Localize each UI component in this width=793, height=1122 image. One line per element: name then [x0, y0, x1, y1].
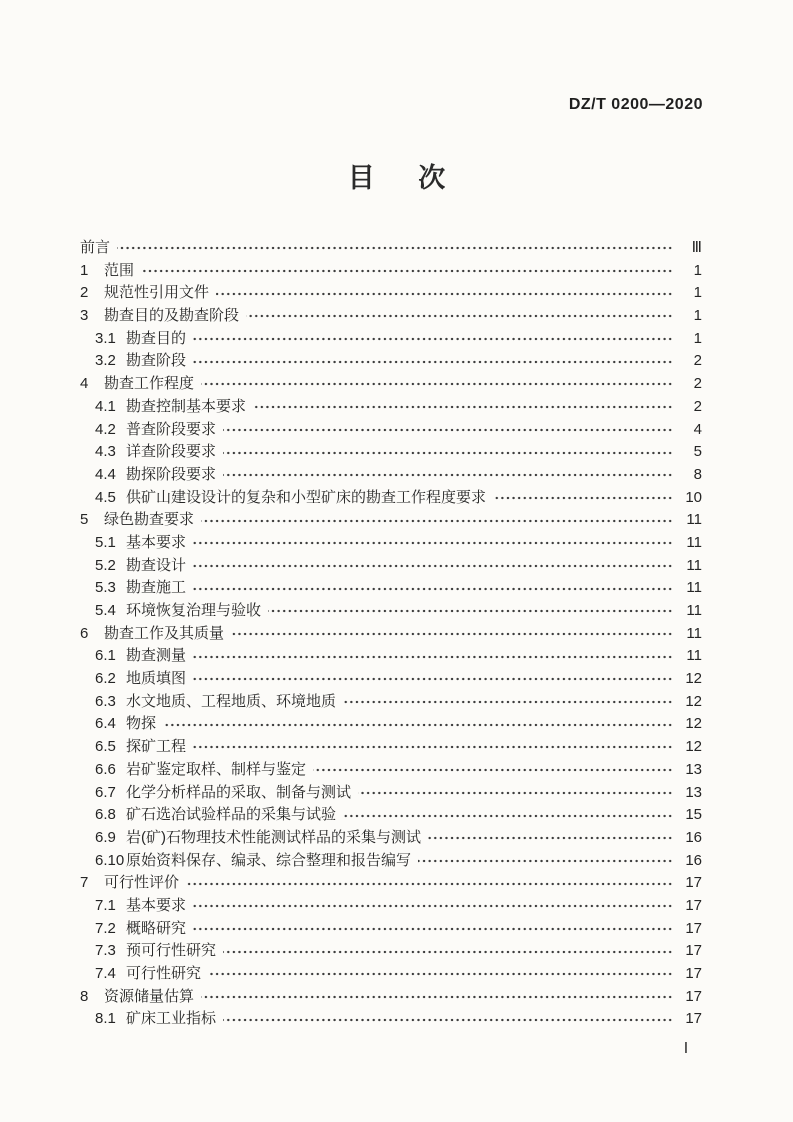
- toc-entry-label: 勘查目的及勘查阶段: [104, 307, 240, 325]
- toc-entry: [80, 872, 702, 895]
- toc-entry: [80, 555, 702, 578]
- toc-entry-page: 11: [686, 579, 702, 597]
- toc-entry: [80, 487, 702, 510]
- toc-entry-page: 17: [685, 919, 702, 937]
- toc-entry-label: 勘查设计: [126, 556, 187, 574]
- toc-entry-page: 11: [686, 602, 702, 619]
- toc-entry: [80, 260, 702, 283]
- toc-entry: [80, 759, 702, 782]
- toc-entry-number: 5.1: [95, 533, 116, 551]
- toc-entry-number: 5.4: [95, 602, 116, 619]
- toc-leader-dots: [343, 813, 673, 819]
- toc-entry-page: 10: [685, 488, 702, 506]
- toc-entry-number: 7.3: [95, 942, 116, 960]
- toc-entry-number: 1: [80, 261, 89, 279]
- toc-leader-dots: [193, 563, 673, 569]
- toc-entry: [80, 577, 702, 600]
- toc-leader-dots: [193, 336, 673, 342]
- toc-entry-number: 6: [80, 624, 89, 642]
- toc-leader-dots: [253, 404, 673, 410]
- toc-entry: [80, 986, 702, 1009]
- toc-entry-label: 勘探阶段要求: [126, 465, 217, 483]
- toc-leader-dots: [193, 586, 673, 592]
- toc-leader-dots: [201, 381, 673, 387]
- toc-entry-number: 3.2: [95, 352, 116, 370]
- toc-leader-dots: [208, 971, 673, 977]
- toc-entry-label: 预可行性研究: [126, 942, 217, 960]
- toc-leader-dots: [313, 767, 673, 773]
- toc-entry-number: 4: [80, 375, 89, 393]
- toc-leader-dots: [358, 790, 673, 796]
- toc-entry-page: 17: [685, 942, 702, 960]
- toc-entry-page: 11: [686, 647, 702, 665]
- toc-entry: [80, 918, 702, 941]
- toc-entry: [80, 827, 702, 850]
- toc-leader-dots: [193, 676, 673, 682]
- toc-entry: [80, 713, 702, 736]
- toc-leader-dots: [246, 313, 673, 319]
- toc-entry-number: 4.5: [95, 488, 116, 506]
- toc-leader-dots: [141, 268, 673, 274]
- toc-entry-label: 原始资料保存、编录、综合整理和报告编写: [126, 851, 412, 869]
- toc-leader-dots: [193, 654, 673, 660]
- toc-entry-label: 普查阶段要求: [126, 420, 217, 438]
- toc-entry-page: 2: [693, 352, 702, 370]
- toc-entry-label: 可行性研究: [126, 965, 202, 982]
- toc-entry: [80, 373, 702, 396]
- toc-entry-label: 勘查工作及其质量: [104, 624, 225, 642]
- toc-leader-dots: [268, 608, 673, 614]
- toc-entry: [80, 963, 702, 986]
- toc-entry-page: 4: [693, 420, 702, 438]
- toc-entry-label: 物探: [126, 715, 157, 733]
- toc-entry-page: 1: [693, 307, 702, 325]
- toc-entry-label: 矿石选冶试验样品的采集与试验: [126, 806, 337, 824]
- toc-entry-label: 勘查测量: [126, 647, 187, 665]
- toc-entry-label: 地质填图: [126, 670, 187, 688]
- toc-entry-page: 16: [685, 851, 702, 869]
- toc-entry-number: 5.3: [95, 579, 116, 597]
- toc-entry-label: 范围: [104, 261, 135, 279]
- toc-entry-page: 1: [693, 284, 702, 302]
- toc-entry-label: 资源储量估算: [104, 987, 195, 1005]
- toc-entry-label: 绿色勘查要求: [104, 511, 195, 529]
- toc-entry-page: 15: [685, 806, 702, 824]
- toc-leader-dots: [493, 495, 673, 501]
- toc-entry-number: 8: [80, 987, 89, 1005]
- toc-entry-page: 1: [693, 261, 702, 279]
- toc-entry: [80, 782, 702, 805]
- toc-entry-page: 17: [685, 874, 702, 892]
- toc-entry: [80, 305, 702, 328]
- toc-entry-page: 12: [685, 670, 702, 688]
- toc-entry-number: 7: [80, 874, 89, 892]
- toc-entry-page: Ⅲ: [691, 239, 702, 256]
- standard-number: DZ/T 0200—2020: [568, 96, 703, 113]
- toc-leader-dots: [223, 1017, 673, 1023]
- toc-entry: [80, 736, 702, 759]
- toc-entry-number: 8.1: [95, 1010, 116, 1028]
- toc-leader-dots: [223, 427, 673, 433]
- toc-entry: [80, 328, 702, 351]
- toc-entry: [80, 396, 702, 419]
- toc-entry: [80, 804, 702, 827]
- toc-entry: [80, 1008, 702, 1031]
- toc-entry: [80, 623, 702, 646]
- toc-entry: [80, 600, 702, 623]
- toc-leader-dots: [223, 949, 673, 955]
- toc-entry: [80, 895, 702, 918]
- toc-leader-dots: [201, 994, 673, 1000]
- toc-entry-label: 基本要求: [126, 896, 187, 914]
- toc-entry-number: 5.2: [95, 556, 116, 574]
- toc-entry-label: 勘查阶段: [126, 352, 187, 370]
- toc-entry-page: 12: [685, 715, 702, 733]
- toc-entry: [80, 350, 702, 373]
- toc-entry-number: 6.1: [95, 647, 116, 665]
- toc-entry-label: 矿床工业指标: [126, 1010, 217, 1028]
- toc-leader-dots: [186, 881, 673, 887]
- toc-entry-page: 16: [685, 828, 702, 846]
- toc-entry-label: 化学分析样品的采取、制备与测试: [126, 783, 352, 801]
- toc-entry-label: 环境恢复治理与验收: [126, 602, 262, 619]
- toc-entry: [80, 645, 702, 668]
- toc-leader-dots: [223, 450, 673, 456]
- toc-entry-page: 17: [685, 987, 702, 1005]
- toc-leader-dots: [223, 472, 673, 478]
- toc-entry-number: 3.1: [95, 329, 116, 347]
- page-title: 目 次: [347, 163, 446, 193]
- toc-entry-label: 水文地质、工程地质、环境地质: [126, 692, 337, 710]
- toc-leader-dots: [117, 245, 673, 251]
- toc-entry-number: 6.6: [95, 760, 116, 778]
- toc-entry-number: 5: [80, 511, 89, 529]
- toc-entry-label: 前言: [80, 239, 111, 256]
- toc-entry-page: 17: [685, 896, 702, 914]
- toc-entry-page: 13: [685, 760, 702, 778]
- toc-entry: [80, 691, 702, 714]
- toc-entry-label: 详查阶段要求: [126, 443, 217, 461]
- toc-entry-number: 3: [80, 307, 89, 325]
- toc-entry-number: 6.5: [95, 738, 116, 756]
- toc-leader-dots: [193, 540, 673, 546]
- toc-entry-label: 岩(矿)石物理技术性能测试样品的采集与测试: [126, 828, 421, 846]
- toc-entry-label: 岩矿鉴定取样、制样与鉴定: [126, 760, 307, 778]
- toc-entry: [80, 532, 702, 555]
- toc-entry-label: 探矿工程: [126, 738, 187, 756]
- toc-entry-label: 可行性评价: [104, 874, 180, 892]
- toc-entry-label: 规范性引用文件: [104, 284, 210, 302]
- toc-entry-label: 基本要求: [126, 533, 187, 551]
- toc-entry: [80, 940, 702, 963]
- toc-leader-dots: [193, 903, 673, 909]
- toc-entry-number: 2: [80, 284, 89, 302]
- toc-entry-number: 7.4: [95, 965, 116, 982]
- toc-entry-number: 6.9: [95, 828, 116, 846]
- toc-entry-number: 4.2: [95, 420, 116, 438]
- toc-entry-page: 13: [685, 783, 702, 801]
- toc-entry-number: 4.1: [95, 397, 116, 415]
- toc-entry-number: 6.7: [95, 783, 116, 801]
- toc-entry-page: 11: [686, 533, 702, 551]
- toc-entry-number: 6.3: [95, 692, 116, 710]
- toc-leader-dots: [193, 744, 673, 750]
- toc-leader-dots: [418, 858, 673, 864]
- toc-entry-number: 7.2: [95, 919, 116, 937]
- footer-page-number: Ⅰ: [683, 1040, 689, 1057]
- toc-leader-dots: [216, 291, 673, 297]
- toc-leader-dots: [163, 722, 673, 728]
- toc-entry-label: 勘查控制基本要求: [126, 397, 247, 415]
- toc-entry-page: 17: [685, 965, 702, 982]
- toc-entry-page: 2: [693, 375, 702, 393]
- toc-entry-number: 4.4: [95, 465, 116, 483]
- toc-entry-number: 6.8: [95, 806, 116, 824]
- toc-leader-dots: [343, 699, 673, 705]
- toc-entry-label: 供矿山建设设计的复杂和小型矿床的勘查工作程度要求: [126, 488, 487, 506]
- toc-entry-page: 11: [686, 556, 702, 574]
- toc-entry-page: 11: [686, 511, 702, 529]
- toc-entry: [80, 237, 702, 260]
- toc-entry-label: 勘查目的: [126, 329, 187, 347]
- toc-entry-page: 17: [685, 1010, 702, 1028]
- toc-entry: [80, 668, 702, 691]
- toc-leader-dots: [201, 518, 673, 524]
- toc-entry-number: 7.1: [95, 896, 116, 914]
- toc-entry-number: 6.2: [95, 670, 116, 688]
- toc-entry-page: 12: [685, 692, 702, 710]
- toc-leader-dots: [193, 926, 673, 932]
- toc-leader-dots: [428, 835, 673, 841]
- toc-entry-number: 6.10: [95, 851, 125, 869]
- toc-entry-page: 1: [693, 329, 702, 347]
- toc-entry: [80, 509, 702, 532]
- toc-entry-page: 8: [693, 465, 702, 483]
- toc-leader-dots: [231, 631, 673, 637]
- toc-entry-label: 勘查施工: [126, 579, 187, 597]
- toc-entry-page: 5: [693, 443, 702, 461]
- toc-entry: [80, 441, 702, 464]
- toc-entry-number: 6.4: [95, 715, 116, 733]
- toc-entry-page: 11: [686, 624, 702, 642]
- toc-entry-page: 2: [693, 397, 702, 415]
- toc-entry: [80, 464, 702, 487]
- table-of-contents: [80, 237, 702, 1031]
- toc-entry-label: 概略研究: [126, 919, 187, 937]
- toc-leader-dots: [193, 359, 673, 365]
- toc-entry-label: 勘查工作程度: [104, 375, 195, 393]
- toc-entry: [80, 419, 702, 442]
- toc-entry: [80, 282, 702, 305]
- toc-entry-number: 4.3: [95, 443, 116, 461]
- toc-entry-page: 12: [685, 738, 702, 756]
- toc-entry: [80, 850, 702, 873]
